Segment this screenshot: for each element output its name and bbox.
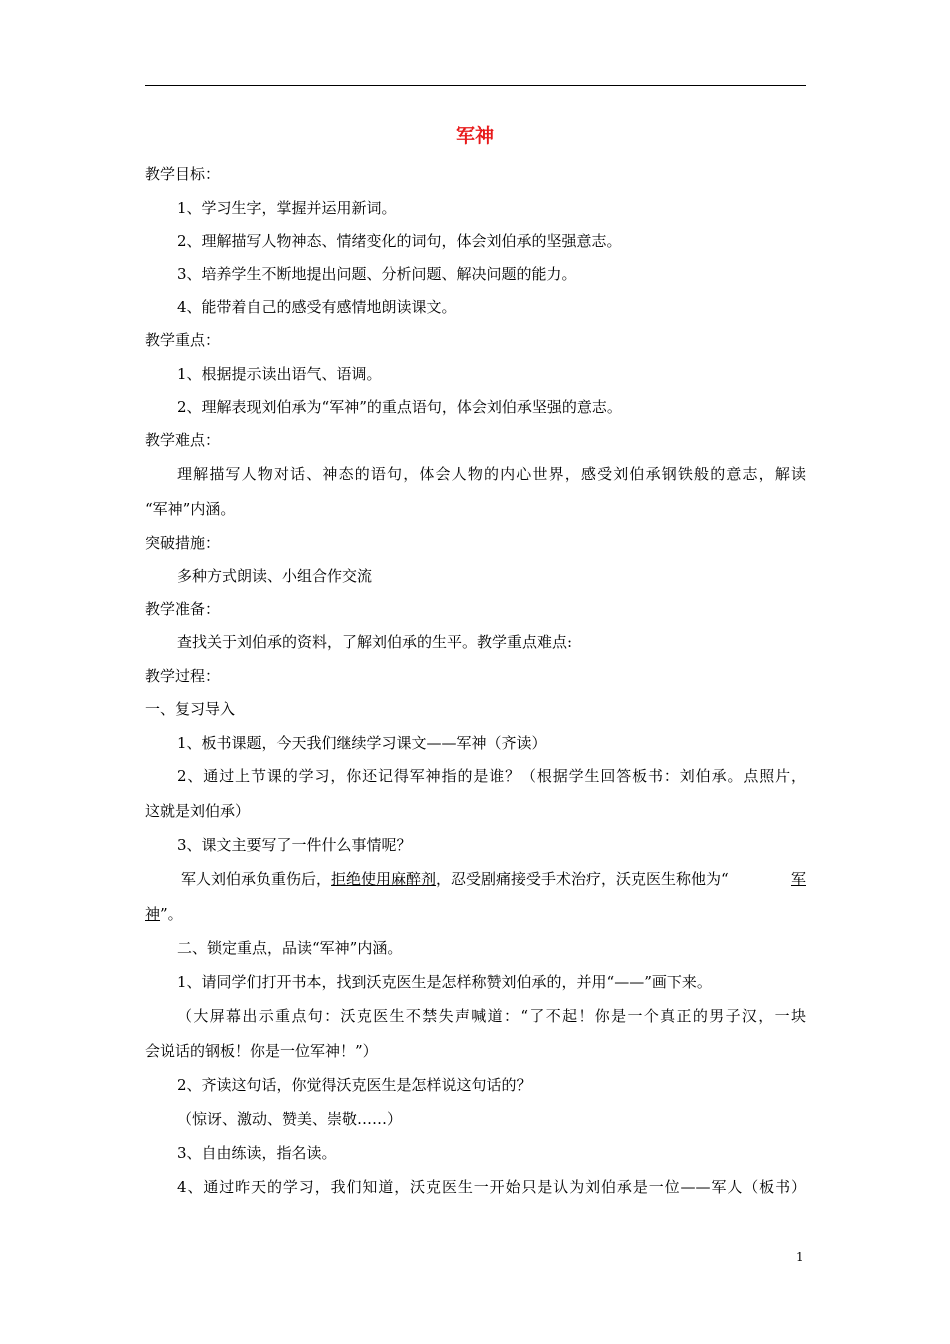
section-heading-preparation: 教学准备： (145, 600, 221, 618)
measures-text: 多种方式朗读、小组合作交流 (177, 567, 373, 585)
step-heading-review: 一、复习导入 (145, 700, 236, 718)
section-heading-process: 教学过程： (145, 667, 221, 685)
step-heading-focus: 二、锁定重点，品读“军神”内涵。 (177, 939, 403, 957)
summary-paragraph (181, 869, 806, 889)
underlined-phrase: 神 (145, 905, 161, 923)
section-heading-key-points: 教学重点： (145, 331, 221, 349)
underlined-phrase: 拒绝使用麻醉剂 (331, 870, 437, 888)
step-item: （惊讶、激动、赞美、崇敬……） (177, 1110, 403, 1128)
step-item: （大屏幕出示重点句：沃克医生不禁失声喊道：“了不起！你是一个真正的男子汉，一块 (177, 1007, 806, 1025)
summary-text: ”。 (160, 905, 183, 923)
summary-paragraph-cont (145, 904, 806, 924)
key-point-item: 2、理解表现刘伯承为“军神”的重点语句，体会刘伯承坚强的意志。 (177, 398, 622, 416)
page-number: 1 (796, 1250, 804, 1264)
step-item: 4、通过昨天的学习，我们知道，沃克医生一开始只是认为刘伯承是一位——军人（板书） (177, 1178, 806, 1196)
objective-item: 2、理解描写人物神态、情绪变化的词句，体会刘伯承的坚强意志。 (177, 232, 622, 250)
section-heading-measures: 突破措施： (145, 534, 221, 552)
step-item: 2、通过上节课的学习，你还记得军神指的是谁？（根据学生回答板书：刘伯承。点照片， (177, 767, 806, 785)
summary-text: 军人刘伯承负重伤后， (181, 870, 332, 888)
objective-item: 3、培养学生不断地提出问题、分析问题、解决问题的能力。 (177, 265, 577, 283)
header-rule (145, 85, 806, 86)
difficulty-paragraph: 理解描写人物对话、神态的语句，体会人物的内心世界，感受刘伯承钢铁般的意志，解读 (177, 465, 806, 483)
step-item: 1、请同学们打开书本，找到沃克医生是怎样称赞刘伯承的，并用“——”画下来。 (177, 973, 712, 991)
step-item: 3、自由练读，指名读。 (177, 1144, 337, 1162)
key-point-item: 1、根据提示读出语气、语调。 (177, 365, 382, 383)
page-title: 军神 (455, 125, 494, 147)
section-heading-objectives: 教学目标： (145, 165, 221, 183)
summary-text: ，忍受剧痛接受手术治疗，沃克医生称他为“ (436, 870, 729, 888)
difficulty-paragraph-cont: “军神”内涵。 (145, 500, 236, 518)
step-item: 3、课文主要写了一件什么事情呢？ (177, 836, 412, 854)
step-item: 1、板书课题，今天我们继续学习课文——军神（齐读） (177, 734, 547, 752)
preparation-text: 查找关于刘伯承的资料，了解刘伯承的生平。教学重点难点: (177, 633, 573, 651)
objective-item: 4、能带着自己的感受有感情地朗读课文。 (177, 298, 457, 316)
section-heading-difficulties: 教学难点： (145, 431, 221, 449)
step-item-cont: 会说话的钢板！你是一位军神！”） (145, 1042, 378, 1060)
step-item: 2、齐读这句话，你觉得沃克医生是怎样说这句话的？ (177, 1076, 532, 1094)
underlined-phrase: 军 (790, 870, 806, 888)
step-item-cont: 这就是刘伯承） (145, 802, 251, 820)
objective-item: 1、学习生字，掌握并运用新词。 (177, 199, 397, 217)
